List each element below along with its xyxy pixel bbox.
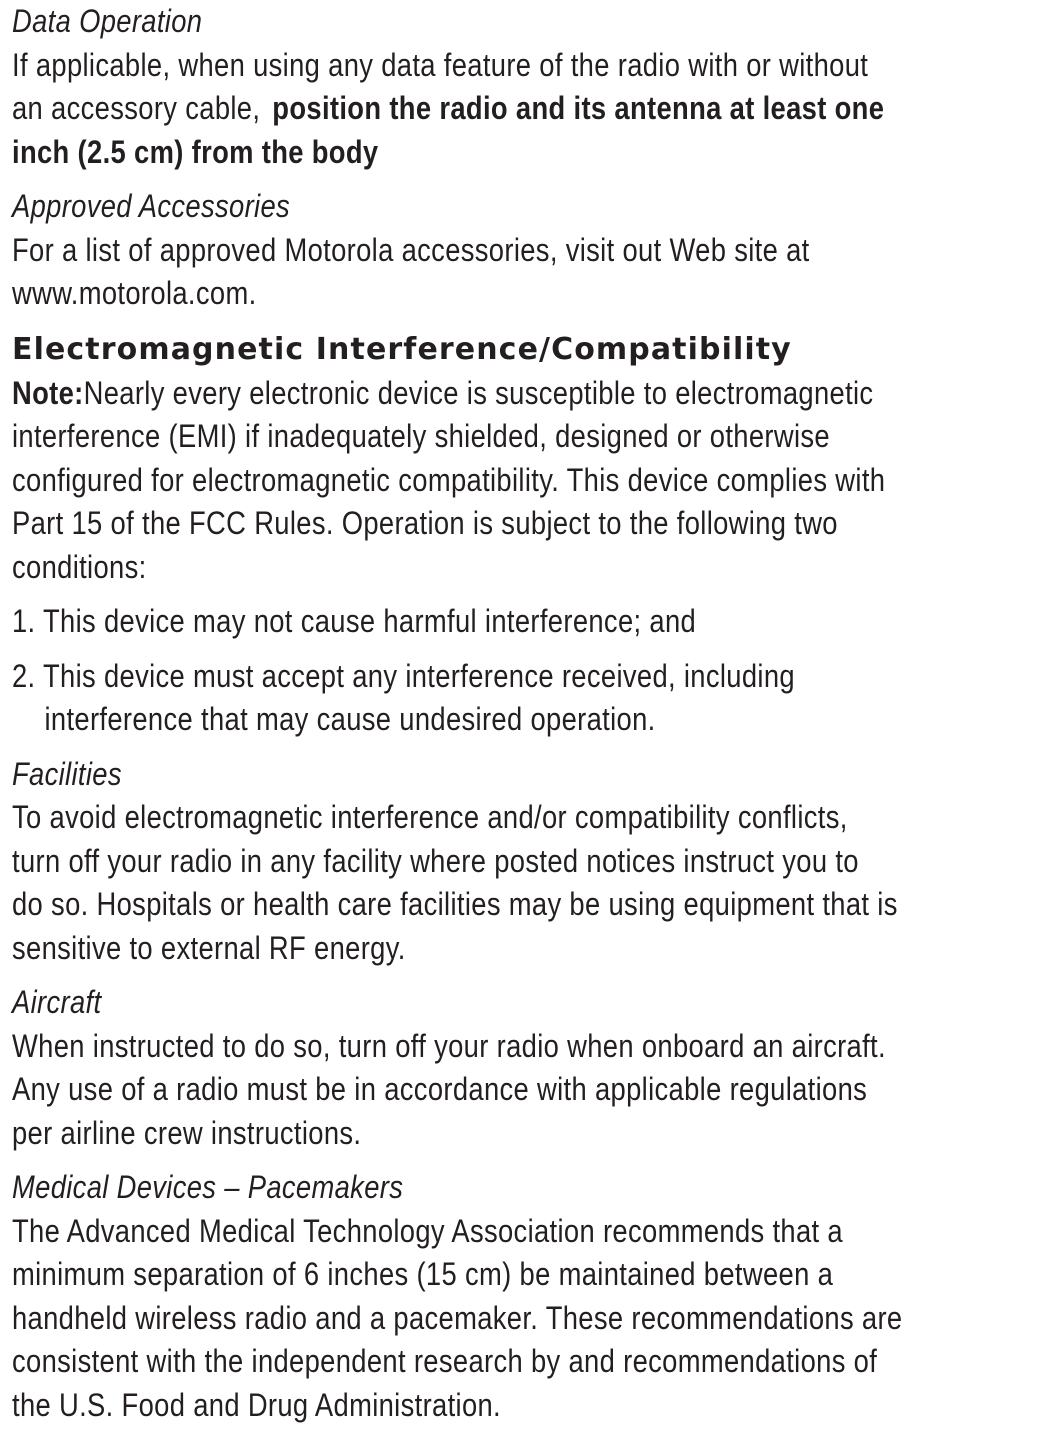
paragraph-line: Any use of a radio must be in accordance with applicable regulations: [12, 1071, 868, 1107]
section-emi: [12, 327, 1040, 742]
section-data-operation: [12, 0, 1040, 174]
paragraph-line: per airline crew instructions.: [12, 1114, 362, 1151]
emphasis-text: position the radio and its antenna at least one: [272, 90, 885, 126]
paragraph-line: conditions:: [12, 548, 147, 585]
paragraph-line-mixed: [12, 87, 891, 131]
section-medical-devices: [12, 1166, 1040, 1427]
paragraph-line: If applicable, when using any data feature of the radio with or without: [12, 46, 869, 83]
paragraph-line: The Advanced Medical Technology Association recommends that a: [12, 1212, 843, 1249]
note-text: Nearly every electronic device is susceptible to electromagnetic: [83, 374, 874, 411]
section-title-aircraft: Aircraft: [12, 984, 102, 1020]
paragraph-line: When instructed to do so, turn off your radio when onboard an aircraft.: [12, 1027, 886, 1064]
paragraph-line: interference (EMI) if inadequately shielded, designed or otherwise: [12, 418, 830, 454]
section-approved-accessories: [12, 185, 1040, 316]
emphasis-line: inch (2.5 cm) from the body: [12, 133, 379, 170]
section-facilities: [12, 753, 1040, 971]
list-item: 2. This device must accept any interference received, including: [12, 657, 795, 694]
section-title-medical-devices: Medical Devices – Pacemakers: [12, 1169, 404, 1205]
section-heading-emi: Electromagnetic Interference/Compatibility: [12, 331, 792, 367]
paragraph-text: an accessory cable,: [12, 90, 261, 126]
note-label: Note:: [12, 374, 84, 411]
paragraph-line: consistent with the independent research by and recommendations of: [12, 1343, 878, 1379]
website-text: www.motorola.com.: [12, 275, 257, 311]
paragraph-line: minimum separation of 6 inches (15 cm) be maintained between a: [12, 1256, 834, 1292]
section-aircraft: [12, 981, 1040, 1155]
paragraph-line: the U.S. Food and Drug Administration.: [12, 1386, 502, 1423]
section-title-data-operation: Data Operation: [12, 3, 203, 39]
note-line: [12, 372, 891, 416]
list-item: 1. This device may not cause harmful interference; and: [12, 603, 697, 639]
paragraph-line: For a list of approved Motorola accessories, visit out Web site at: [12, 231, 810, 268]
list-item-continuation: interference that may cause undesired operation.: [44, 701, 656, 737]
paragraph-line: turn off your radio in any facility where posted notices instruct you to: [12, 842, 859, 879]
paragraph-line: handheld wireless radio and a pacemaker. These recommendations are: [12, 1299, 903, 1336]
paragraph-line: configured for electromagnetic compatibility. This device complies with: [12, 461, 886, 498]
paragraph-line: sensitive to external RF energy.: [12, 929, 406, 966]
section-title-approved-accessories: Approved Accessories: [12, 188, 291, 224]
document-page: [12, 0, 1040, 1427]
paragraph-line: To avoid electromagnetic interference and/or compatibility conflicts,: [12, 799, 848, 835]
paragraph-line: Part 15 of the FCC Rules. Operation is subject to the following two: [12, 505, 838, 541]
paragraph-line: do so. Hospitals or health care facilities may be using equipment that is: [12, 886, 898, 922]
section-title-facilities: Facilities: [12, 755, 122, 792]
